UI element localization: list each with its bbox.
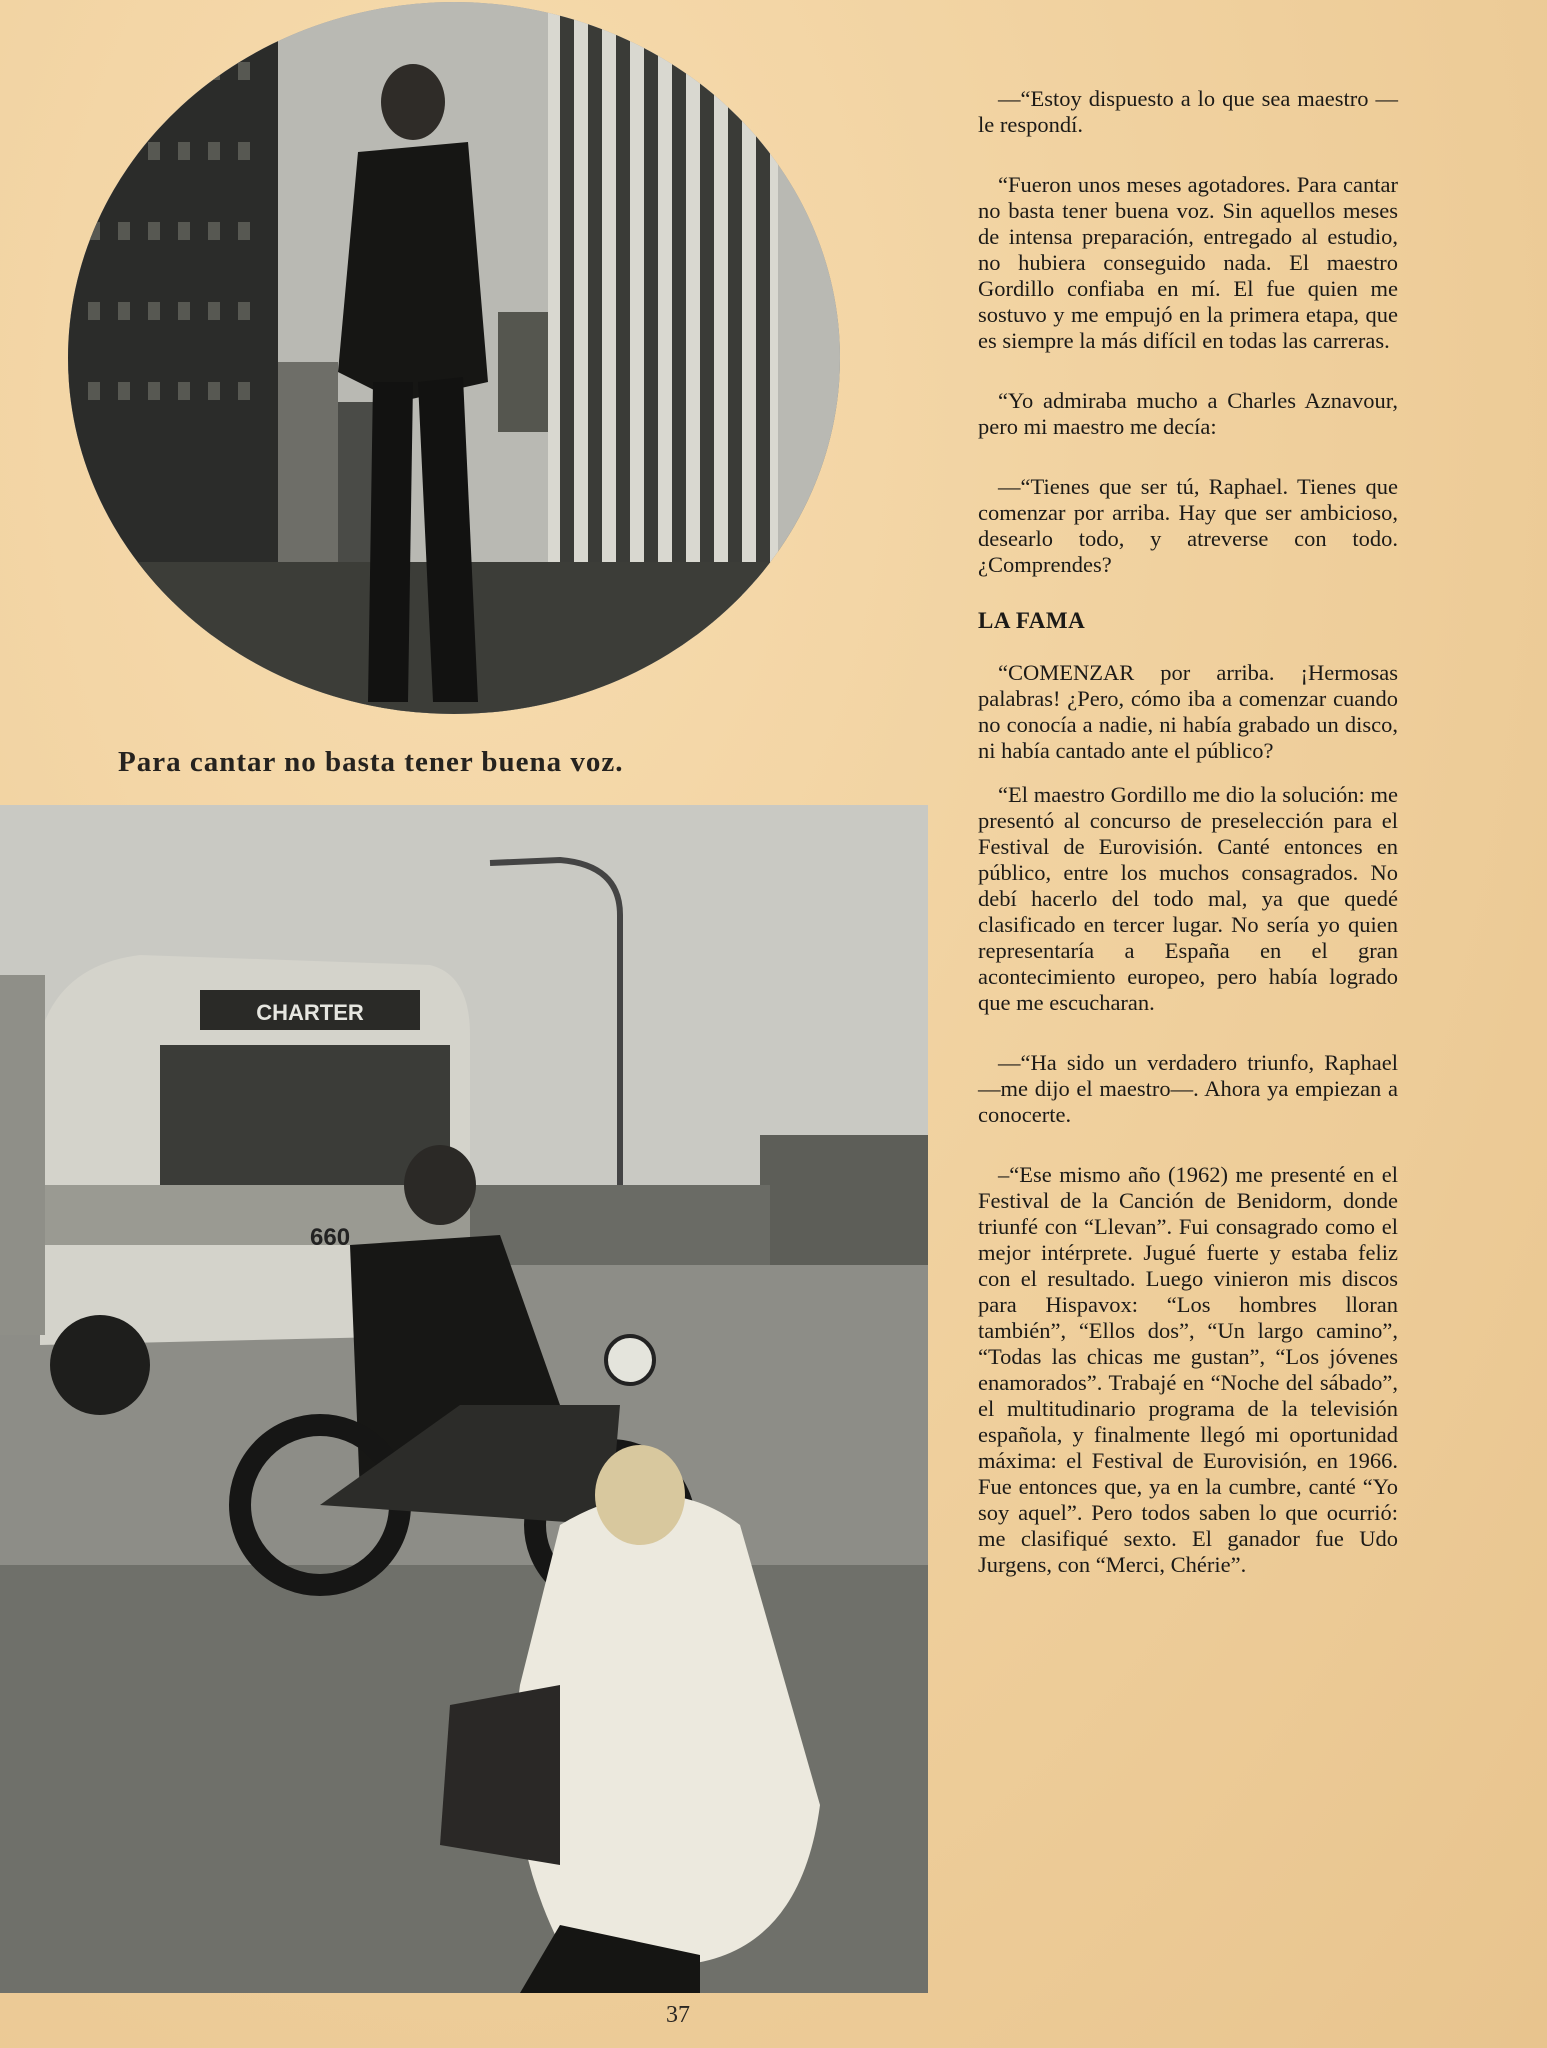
page-number: 37 <box>666 2002 690 2028</box>
article-paragraph: —“Ha sido un verdadero triunfo, Raphael —me dijo el maestro—. Ahora ya empiezan a conocerte. <box>978 1050 1398 1127</box>
bus-sign: CHARTER <box>256 1000 364 1025</box>
bus-number: 660 <box>310 1224 351 1251</box>
article-paragraph: —“Estoy dispuesto a lo que sea maestro —le respondí. <box>978 86 1398 137</box>
photo-caption: Para cantar no basta tener buena voz. <box>118 746 624 778</box>
circular-photo <box>68 2 840 714</box>
street-scene <box>0 805 928 1993</box>
article-column <box>978 86 1398 1612</box>
article-paragraph: “El maestro Gordillo me dio la solución: me presentó al concurso de preselección para el Festival de Eurovisión. Canté entonces en público, entre los muchos consagrados. No debí hacerlo del todo mal, ya que quedé clasificado en tercer lugar. No sería yo quien representaría a España en el gran acontecimiento europeo, pero había logrado que me escucharan. <box>978 782 1398 1015</box>
article-paragraph: “Yo admiraba mucho a Charles Aznavour, pero mi maestro me decía: <box>978 388 1398 439</box>
skyscraper-scene <box>68 2 840 714</box>
article-paragraph: “Fueron unos meses agotadores. Para cantar no basta tener buena voz. Sin aquellos meses de intensa preparación, entregado al estudio, no hubiera conseguido nada. El maestro Gordillo confiaba en mí. El fue quien me sostuvo y me empujó en la primera etapa, que es siempre la más difícil en todas las carreras. <box>978 172 1398 353</box>
article-paragraph: —“Tienes que ser tú, Raphael. Tienes que comenzar por arriba. Hay que ser ambicioso, desearlo todo, y atreverse con todo. ¿Comprendes? <box>978 474 1398 577</box>
section-heading: LA FAMA <box>978 608 1086 633</box>
article-paragraph: “COMENZAR por arriba. ¡Hermosas palabras! ¿Pero, cómo iba a comenzar cuando no conocía a nadie, ni había grabado un disco, ni había cantado ante el público? <box>978 660 1398 763</box>
motorcycle-photo <box>0 805 928 1993</box>
article-paragraph: –“Ese mismo año (1962) me presenté en el Festival de la Canción de Benidorm, donde triunfé con “Llevan”. Fui consagrado como el mejor intérprete. Jugué fuerte y estaba feliz con el resultado. Luego vinieron mis discos para Hispavox: “Los hombres lloran también”, “Ellos dos”, “Un largo camino”, “Todas las chicas me gustan”, “Los jóvenes enamorados”. Trabajé en “Noche del sábado”, el multitudinario programa de la televisión española, y finalmente llegó mi oportunidad máxima: el Festival de Eurovisión, en 1966. Fue entonces que, ya en la cumbre, canté “Yo soy aquel”. Pero todos saben lo que ocurrió: me clasifiqué sexto. El ganador fue Udo Jurgens, con “Merci, Chérie”. <box>978 1162 1398 1577</box>
